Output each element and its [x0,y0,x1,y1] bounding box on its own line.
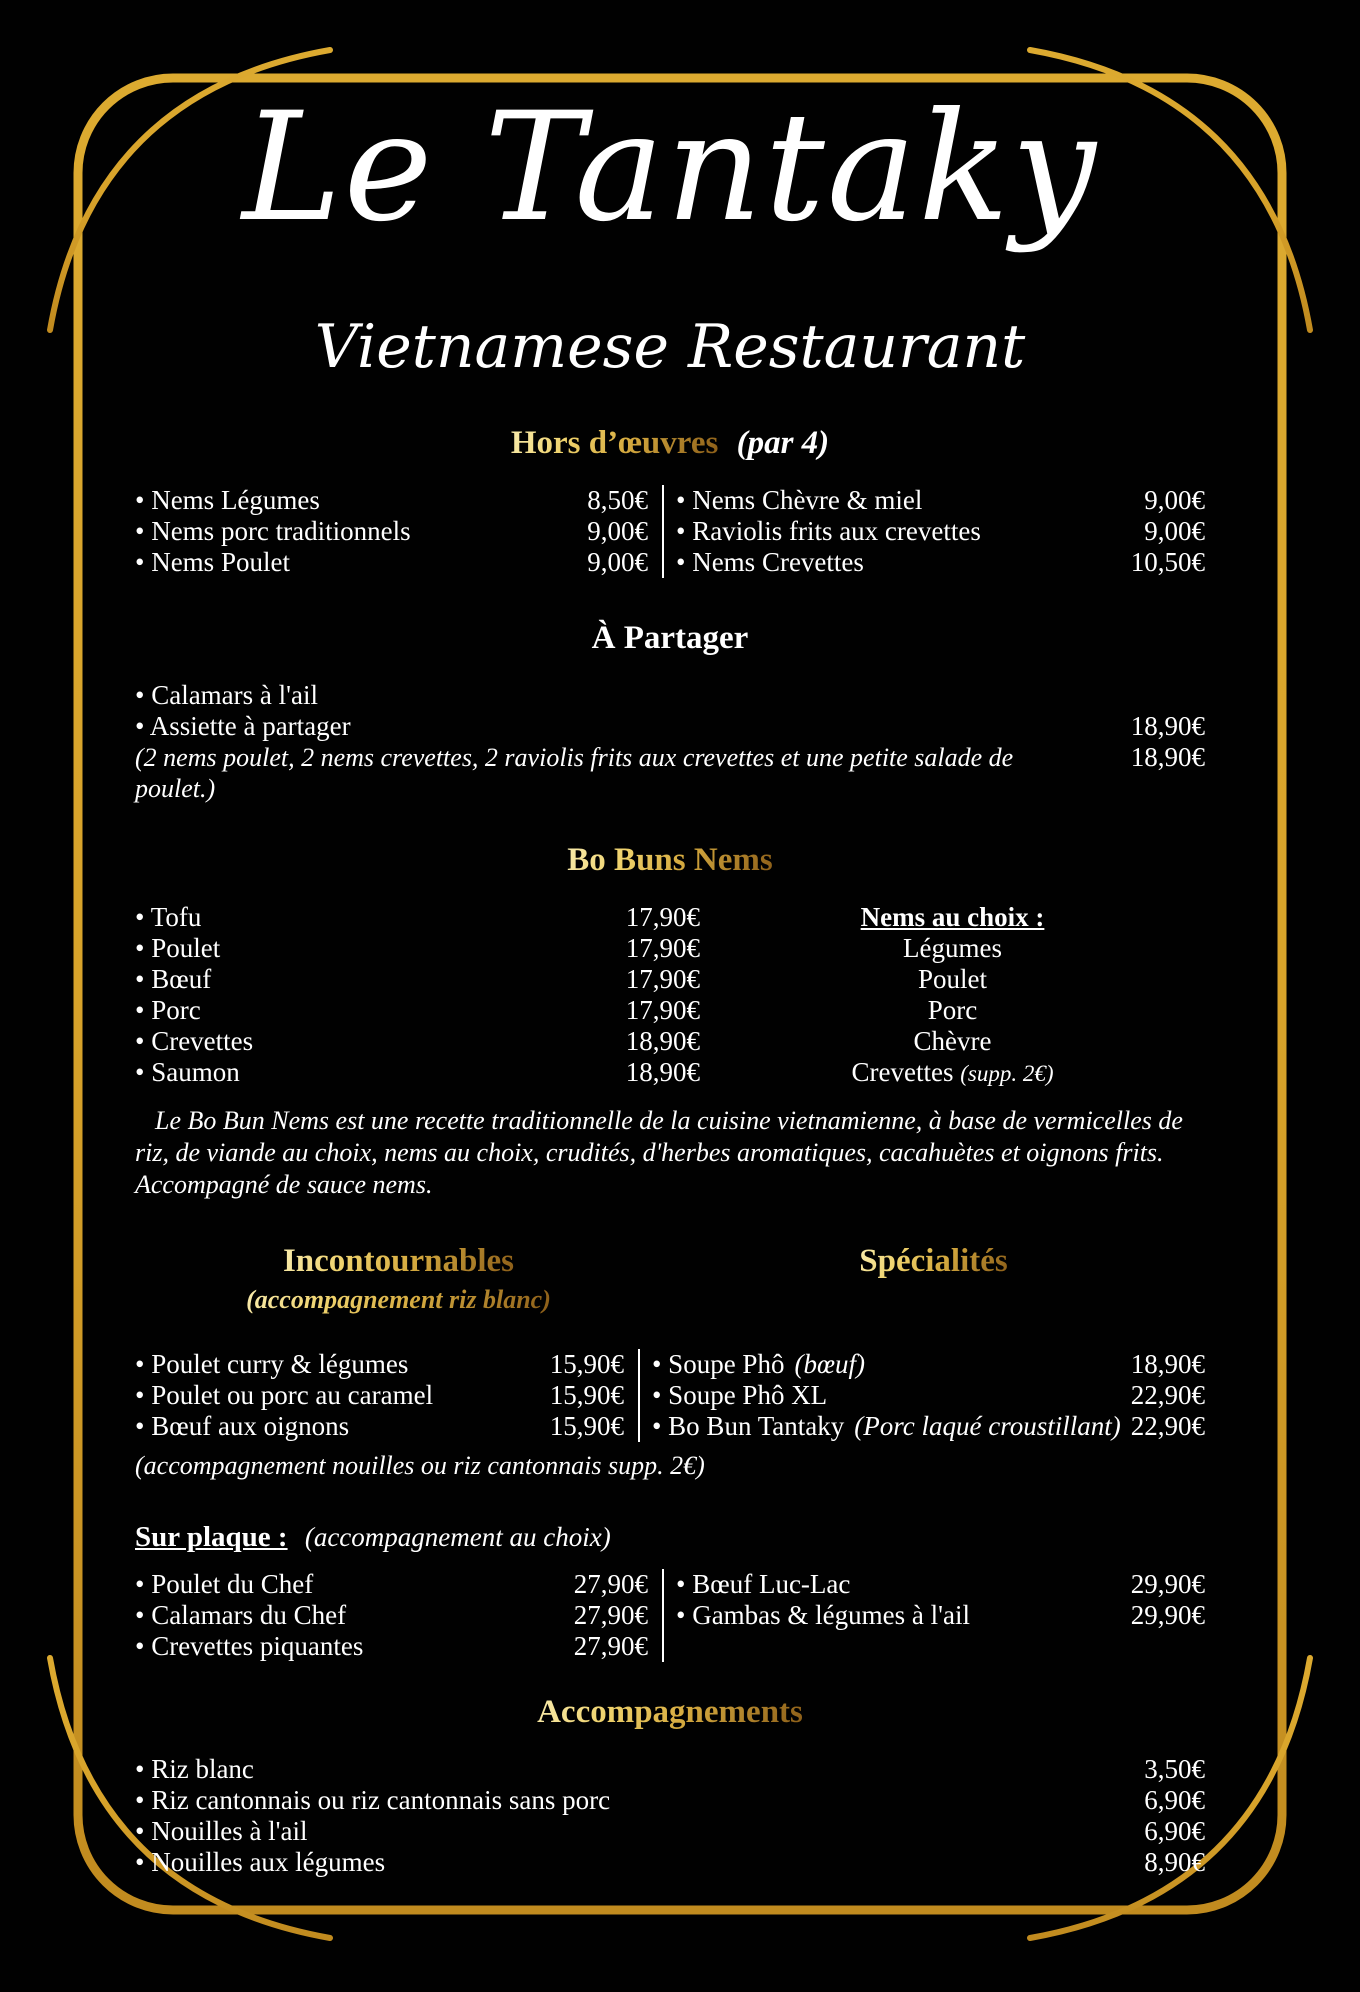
item-name: • Tofu [135,902,201,933]
item-name: • Bœuf Luc-Lac [676,1569,850,1600]
menu-item [676,1569,1205,1600]
item-name: • Crevettes piquantes [135,1631,363,1662]
hors-doeuvres-right-column [662,485,1205,578]
menu-item [135,1785,1205,1816]
menu-item [135,1847,1205,1878]
section-hors-doeuvres [135,423,1205,578]
item-detail: (Porc laqué croustillant) [854,1411,1121,1441]
menu-item [135,1816,1205,1847]
menu-item [135,902,700,933]
item-price: 22,90€ [1130,1380,1205,1410]
item-name: • Nouilles aux légumes [135,1847,385,1878]
nems-choices [700,902,1205,1089]
item-name: • Raviolis frits aux crevettes [676,516,981,547]
item-price: 29,90€ [1130,1569,1205,1599]
item-price: 27,90€ [573,1631,648,1661]
menu-item [652,1411,1205,1442]
sur-plaque-right-column [662,1569,1205,1662]
nems-choice-option [700,1057,1205,1089]
option-note: (supp. 2€) [960,1061,1054,1086]
menu-item [676,485,1205,516]
nems-choices-header: Nems au choix : [860,902,1045,932]
incontournables-subtitle: (accompagnement riz blanc) [246,1285,551,1314]
menu-item [135,485,648,516]
sur-plaque-columns [135,1569,1205,1662]
item-price: 18,90€ [1130,1349,1205,1379]
menu-item [135,680,1205,711]
item-price: 18,90€ [1130,711,1205,741]
item-name: • Poulet ou porc au caramel [135,1380,433,1411]
option-name: Crevettes [851,1057,954,1087]
specialites-items [638,1349,1205,1442]
specialites-heading-block [662,1241,1205,1315]
item-price: 27,90€ [573,1569,648,1599]
nems-choice-option: Légumes [903,933,1002,963]
item-name: • Riz blanc [135,1754,254,1785]
menu-item [135,995,700,1026]
bo-buns-description-2: Accompagné de sauce nems. [135,1170,433,1199]
menu-item [135,547,648,578]
item-name: • Nouilles à l'ail [135,1816,308,1847]
item-name: • Riz cantonnais ou riz cantonnais sans porc [135,1785,610,1816]
item-name: • Crevettes [135,1026,253,1057]
incontournables-specialites-columns [135,1349,1205,1442]
nems-choice-option: Porc [927,995,978,1025]
menu-content [135,0,1205,1878]
menu-item [135,1569,648,1600]
section-a-partager [135,618,1205,804]
item-price: 6,90€ [1144,1816,1205,1846]
item-price: 22,90€ [1130,1411,1205,1441]
bo-buns-items [135,902,700,1089]
item-name: • Bœuf [135,964,211,995]
section-title-text: Incontournables [282,1243,515,1279]
nems-choice-option: Chèvre [913,1026,992,1056]
section-title-note: (par 4) [736,425,830,461]
section-title-text: Accompagnements [537,1694,803,1730]
item-name: • Nems Légumes [135,485,320,516]
item-price: 15,90€ [549,1411,624,1441]
section-title-bo-buns [135,840,1205,880]
menu-item [135,1754,1205,1785]
restaurant-subtitle: Vietnamese Restaurant [314,312,1026,382]
item-price: 9,00€ [587,516,648,546]
item-name: • Soupe Phô XL [652,1380,827,1411]
menu-item [135,1057,700,1088]
section-bo-buns [135,840,1205,1201]
section-title-sur-plaque: Sur plaque : [135,1521,288,1553]
section-title-text: Hors d’œuvres [510,425,719,461]
item-name: • Bo Bun Tantaky [652,1411,844,1442]
nems-choice-option: Poulet [917,964,987,994]
section-title-text: Bo Buns Nems [567,842,773,878]
item-name: • Gambas & légumes à l'ail [676,1600,970,1631]
menu-item [135,1631,648,1662]
item-name: • Poulet [135,933,220,964]
hors-doeuvres-left-column [135,485,662,578]
menu-item [652,1349,1205,1380]
item-price: 29,90€ [1130,1600,1205,1630]
restaurant-name: Le Tantaky [242,81,1098,255]
item-name: • Nems Chèvre & miel [676,485,922,516]
bo-buns-description: Le Bo Bun Nems est une recette traditionnelle de la cuisine vietnamienne, à base de vermicelles de riz, de viande au choix, nems au choix, crudités, d'herbes aromatiques, cacahuètes et oignons frits. [135,1106,1183,1167]
menu-item [135,1411,624,1442]
item-price: 8,50€ [587,485,648,515]
section-accompagnements [135,1692,1205,1878]
section-title-text: Spécialités [859,1243,1008,1279]
sur-plaque-subtitle: (accompagnement au choix) [304,1522,611,1552]
title-divider [382,284,958,291]
item-name: • Saumon [135,1057,240,1088]
section-title-hors-doeuvres [135,423,1205,463]
menu-item [652,1380,1205,1411]
item-name: • Soupe Phô [652,1349,784,1380]
item-price: 18,90€ [625,1057,700,1087]
section-sur-plaque [135,1519,1205,1662]
item-detail: (bœuf) [794,1349,865,1379]
incontournables-items [135,1349,638,1442]
item-price: 10,50€ [1130,547,1205,577]
item-price: 15,90€ [549,1380,624,1410]
item-price: 17,90€ [625,902,700,932]
menu-item [135,964,700,995]
item-name: • Poulet du Chef [135,1569,313,1600]
menu-item [676,1600,1205,1631]
item-name: • Bœuf aux oignons [135,1411,349,1442]
item-price: 9,00€ [1144,516,1205,546]
item-price: 17,90€ [625,933,700,963]
item-price: 8,90€ [1144,1847,1205,1877]
incontournables-note: (accompagnement nouilles ou riz cantonnais supp. 2€) [135,1451,705,1480]
item-price: 18,90€ [625,1026,700,1056]
menu-item [135,933,700,964]
item-description-text: (2 nems poulet, 2 nems crevettes, 2 raviolis frits aux crevettes et une petite salade de [135,743,1014,772]
item-name: • Calamars à l'ail [135,680,318,711]
incontournables-heading-block [135,1241,662,1315]
menu-item [135,1026,700,1057]
menu-item [135,1380,624,1411]
menu-item [135,516,648,547]
item-price: 27,90€ [573,1600,648,1630]
menu-item [135,1600,648,1631]
item-name: • Porc [135,995,201,1026]
item-price: 6,90€ [1144,1785,1205,1815]
section-title-a-partager: À Partager [591,620,749,656]
item-price: 9,00€ [587,547,648,577]
item-description-text: poulet.) [135,774,216,803]
section-title-specialites [662,1241,1205,1281]
item-price: 9,00€ [1144,485,1205,515]
dual-section-headings [135,1241,1205,1315]
item-name: • Nems porc traditionnels [135,516,411,547]
item-name: • Assiette à partager [135,711,351,742]
item-price: 18,90€ [1130,742,1205,772]
item-price: 17,90€ [625,964,700,994]
item-description-continued [135,773,1205,804]
accompagnements-items [135,1754,1205,1878]
item-price: 15,90€ [549,1349,624,1379]
sur-plaque-heading [135,1519,1205,1555]
menu-item [676,516,1205,547]
item-price [1195,680,1205,711]
item-price: 17,90€ [625,995,700,1025]
item-price: 3,50€ [1144,1754,1205,1784]
a-partager-items [135,680,1205,804]
sur-plaque-left-column [135,1569,662,1662]
section-title-incontournables [135,1241,662,1281]
item-name: • Nems Poulet [135,547,290,578]
item-name: • Poulet curry & légumes [135,1349,408,1380]
section-title-accompagnements [135,1692,1205,1732]
menu-item [135,711,1205,742]
item-name: • Calamars du Chef [135,1600,346,1631]
hors-doeuvres-columns [135,485,1205,578]
item-name: • Nems Crevettes [676,547,864,578]
item-description [135,742,1205,773]
bo-buns-columns [135,902,1205,1089]
menu-item [676,547,1205,578]
menu-item [135,1349,624,1380]
